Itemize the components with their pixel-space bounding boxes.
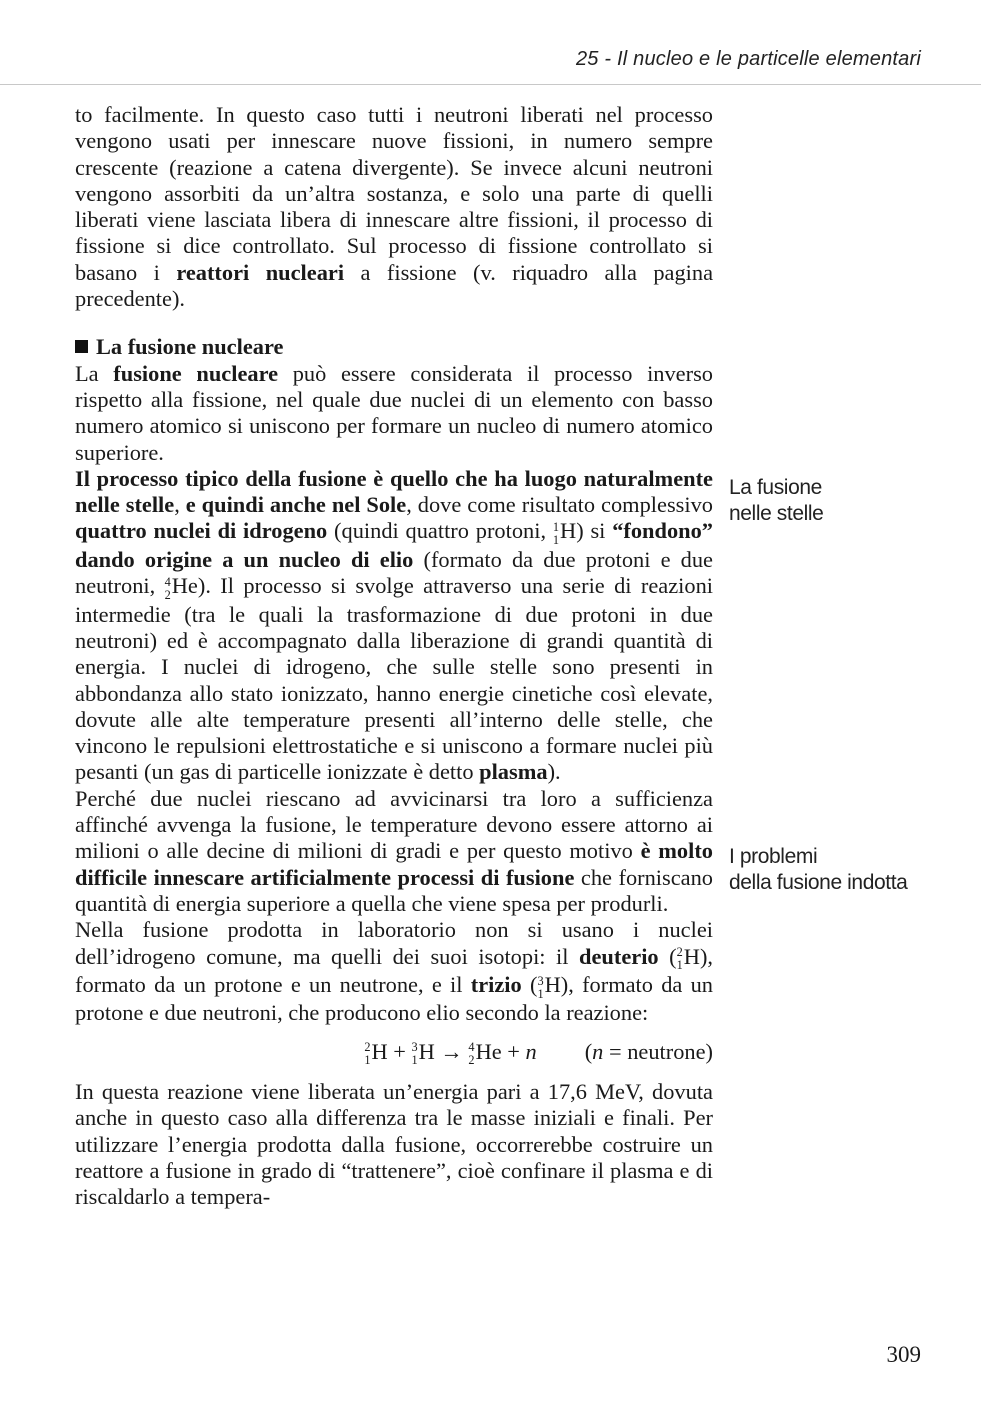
isotope-label: 1 1 (552, 520, 560, 547)
paragraph-fission-end: to facilmente. In questo caso tutti i neutroni liberati nel processo vengono usati per innescare nuove fissioni, in numero sempre crescente (reazione a catena divergente). Se invece alcuni neutroni vengono assorbiti da un’altra sostanza, e solo una parte di quelli liberati viene lasciata libera di innescare altre fissioni, il processo di fissione si dice controllato. Sul processo di fissione controllato si basano i reattori nucleari a fissione (v. riquadro alla pagina precedente). (75, 102, 714, 312)
term-deuterio: deuterio (579, 943, 659, 969)
running-header: 25 - Il nucleo e le particelle elementari (575, 48, 921, 70)
term-reattori-nucleari: reattori nucleari (176, 259, 345, 285)
page-number: 309 (886, 1342, 921, 1367)
paragraph-energy-release: In questa reazione viene liberata un’energia pari a 17,6 MeV, dovuta anche in questo caso alla differenza tra le masse iniziali e finali. Per utilizzare l’energia prodotta dalla fusione, occorrerebbe costruire un reattore a fusione in grado di “trattenere”, cioè confinare il plasma e di riscaldarlo a tempera- (75, 1079, 713, 1210)
margin-note-fusion-problems: I problemi della fusione indotta (729, 845, 908, 894)
margin-note-fusion-stars: La fusione nelle stelle (729, 476, 824, 525)
square-bullet-icon (75, 340, 88, 353)
term-trizio: trizio (470, 971, 522, 997)
paragraph-fusion-stars: Il processo tipico della fusione è quello che ha luogo naturalmente nelle stelle, e quindi anche nel Sole, dove come risultato complessivo quattro nuclei di idrogeno (quindi quattro protoni, 1 1 H) si “fondono” dando origine a un nucleo di elio (formato da due protoni e due neutroni, 4 2 He). Il processo si svolge attraverso una serie di reazioni intermedie (tra le quali la trasformazione di due protoni in due neutroni) ed è accompagnato dalla liberazione di grandi quantità di energia. I nuclei di idrogeno, che sulle stelle sono presenti in abbondanza allo stato ionizzato, hanno energie cinetiche così elevate, dovute alle alte temperature presenti all’interno delle stelle, che vincono le repulsioni elettrostatiche e si uniscono a formare nuclei più pesanti (un gas di particelle ionizzate è detto plasma). (75, 465, 713, 785)
fusion-equation: 2 1 H + 3 1 H → 4 2 He + n (n = neutrone) (364, 1038, 713, 1068)
term-quattro-nuclei: quattro nuclei di idrogeno (75, 518, 328, 544)
paragraph-laboratory-fusion: Nella fusione prodotta in laboratorio non si usano i nuclei dell’idrogeno comune, ma quelli dei suoi isotopi: il deuterio ( 2 1 H), formato da un protone e un neutrone, e il trizio ( 3 1 H), formato da un protone e due neutroni, che producono elio secondo la reazione: (75, 917, 714, 1026)
isotope-label: 2 1 (676, 945, 683, 973)
term-fusione-nucleare: fusione nucleare (113, 360, 279, 386)
paragraph-fusion-problems: Perché due nuclei riescano ad avvicinarsi tra loro a sufficienza affinché avvenga la fusione, le temperature devono essere attorno ai milioni o alle decine di milioni di gradi e per questo motivo è molto difficile innescare artificialmente processi di fusione che forniscano quantità di energia superiore a quella che viene spesa per produrli. (75, 785, 713, 916)
paragraph-fusion-definition: La fusione nucleare può essere considerata il processo inverso rispetto alla fissione, nel quale due nuclei di un elemento con basso numero atomico si uniscono per formare un nucleo di numero atomico superiore. (75, 360, 713, 465)
term-plasma: plasma (479, 759, 548, 785)
isotope-label: 3 1 (537, 973, 544, 1001)
header-rule (0, 84, 981, 85)
main-text-column (75, 102, 713, 1211)
isotope-label: 4 2 (164, 574, 171, 602)
section-heading: La fusione nucleare (75, 334, 713, 360)
